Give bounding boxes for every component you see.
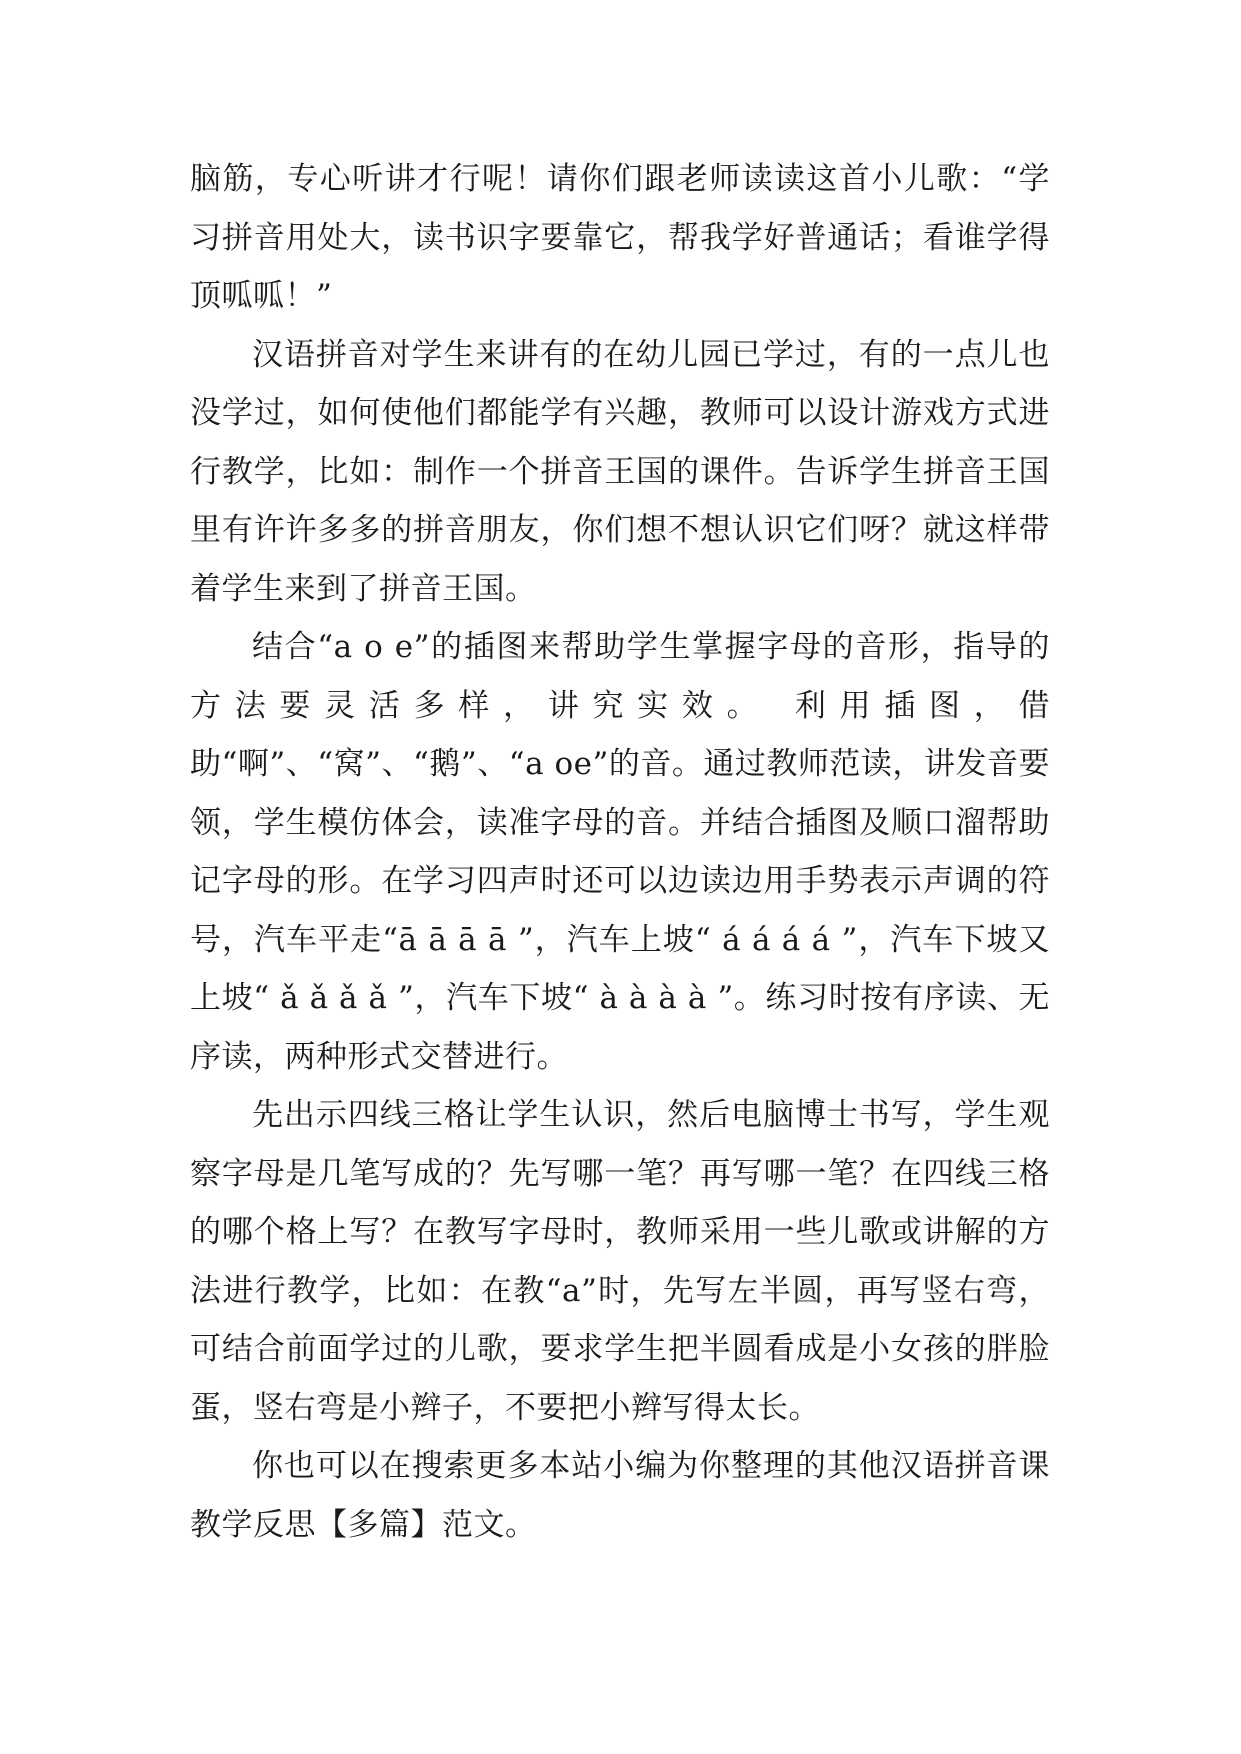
paragraph-3: 结合“a o e”的插图来帮助学生掌握字母的音形，指导的方法要灵活多样，讲究实效。 利用插图，借助“啊”、“窝”、“鹅”、“a oe”的音。通过教师范读，讲发音要领，学生模仿体会，读准字母的音。并结合插图及顺口溜帮助记字母的形。在学习四声时还可以边读边用手势表示声调的符号，汽车平走“ā ā ā ā ”，汽车上坡“ á á á á ”，汽车下坡又上坡“ ǎ ǎ ǎ ǎ ”，汽车下坡“ à à à à ”。练习时按有序读、无序读，两种形式交替进行。 (190, 629, 1050, 1075)
paragraph-5: 你也可以在搜索更多本站小编为你整理的其他汉语拼音课教学反思【多篇】范文。 (190, 1448, 1050, 1543)
paragraph-2: 汉语拼音对学生来讲有的在幼儿园已学过，有的一点儿也没学过，如何使他们都能学有兴趣，教师可以设计游戏方式进行教学，比如：制作一个拼音王国的课件。告诉学生拼音王国里有许许多多的拼音朋友，你们想不想认识它们呀？就这样带着学生来到了拼音王国。 (190, 336, 1050, 607)
paragraph-1: 脑筋，专心听讲才行呢！请你们跟老师读读这首小儿歌：“学习拼音用处大，读书识字要靠它，帮我学好普通话；看谁学得顶呱呱！” (190, 161, 1050, 314)
document-body (190, 150, 1050, 1554)
paragraph-4: 先出示四线三格让学生认识，然后电脑博士书写，学生观察字母是几笔写成的？先写哪一笔？再写哪一笔？在四线三格的哪个格上写？在教写字母时，教师采用一些儿歌或讲解的方法进行教学，比如：在教“a”时，先写左半圆，再写竖右弯，可结合前面学过的儿歌，要求学生把半圆看成是小女孩的胖脸蛋，竖右弯是小辫子，不要把小辫写得太长。 (190, 1097, 1050, 1426)
